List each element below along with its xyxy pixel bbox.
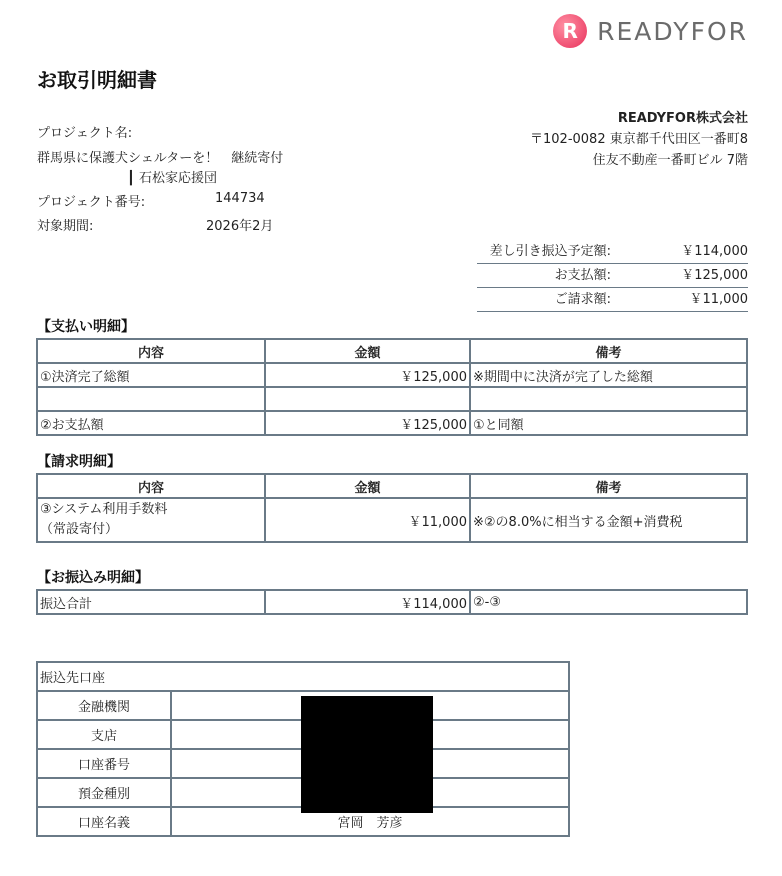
billing-table [36,473,748,543]
bank-label-cell: 口座番号 [37,749,171,778]
transfer-table [36,589,748,615]
summary-label: ご請求額: [554,292,611,307]
summary-label: 差し引き振込予定額: [489,244,611,259]
item-cell: 振込合計 [37,590,265,614]
column-header: 金額 [265,474,470,498]
item-cell [37,498,265,542]
transfer-section-title: 【お振込み明細】 [37,570,149,586]
item-cell: ②お支払額 [37,411,265,435]
summary-label: お支払額: [554,268,611,283]
redaction-block [301,696,433,813]
table-row [37,590,747,614]
table-row [37,363,747,387]
summary-row [477,240,748,264]
billing-section-title: 【請求明細】 [37,454,121,470]
amount-cell: ￥114,000 [265,590,470,614]
period-label: 対象期間: [37,219,94,234]
project-name-label: プロジェクト名: [37,126,133,141]
project-name-line2: ┃ 石松家応援団 [127,171,217,186]
document-title: お取引明細書 [37,68,157,92]
bank-label-cell: 金融機関 [37,691,171,720]
bank-label-cell: 預金種別 [37,778,171,807]
column-header: 内容 [37,474,265,498]
payment-table [36,338,748,436]
column-header: 金額 [265,339,470,363]
project-number-value: 144734 [215,191,265,206]
spacer-row [37,387,747,411]
company-address-line2: 住友不動産一番町ビル 7階 [592,153,748,168]
project-name-line1: 群馬県に保護犬シェルターを！ 継続寄付 [37,151,284,166]
table-row [37,411,747,435]
readyfor-logo-text: READYFOR [597,16,748,46]
summary-value: ￥11,000 [689,292,748,307]
summary-box [477,240,748,312]
note-cell: ①と同額 [470,411,747,435]
column-header: 備考 [470,474,747,498]
note-cell: ②-③ [470,590,747,614]
amount-cell: ￥125,000 [265,363,470,387]
amount-cell: ￥11,000 [265,498,470,542]
bank-value-cell: 宮岡 芳彦 [171,807,569,836]
summary-value: ￥114,000 [681,244,748,259]
item-cell: ①決済完了総額 [37,363,265,387]
table-row [37,498,747,542]
project-number-label: プロジェクト番号: [37,195,146,210]
summary-row [477,288,748,312]
column-header: 内容 [37,339,265,363]
bank-label-cell: 口座名義 [37,807,171,836]
amount-cell: ￥125,000 [265,411,470,435]
readyfor-logo-icon: R [553,14,587,48]
summary-row [477,264,748,288]
item-line1: ③システム利用手数料 [40,502,168,517]
note-cell: ※②の8.0%に相当する金額+消費税 [470,498,747,542]
summary-value: ￥125,000 [681,268,748,283]
company-address-line1: 〒102-0082 東京都千代田区一番町8 [530,132,748,147]
period-value: 2026年2月 [206,219,274,234]
company-name: READYFOR株式会社 [617,111,748,126]
payment-section-title: 【支払い明細】 [37,319,135,335]
readyfor-logo [553,14,748,48]
bank-table-title: 振込先口座 [37,662,569,691]
bank-label-cell: 支店 [37,720,171,749]
note-cell: ※期間中に決済が完了した総額 [470,363,747,387]
column-header: 備考 [470,339,747,363]
item-line2: （常設寄付） [40,522,119,537]
company-info [530,108,748,171]
